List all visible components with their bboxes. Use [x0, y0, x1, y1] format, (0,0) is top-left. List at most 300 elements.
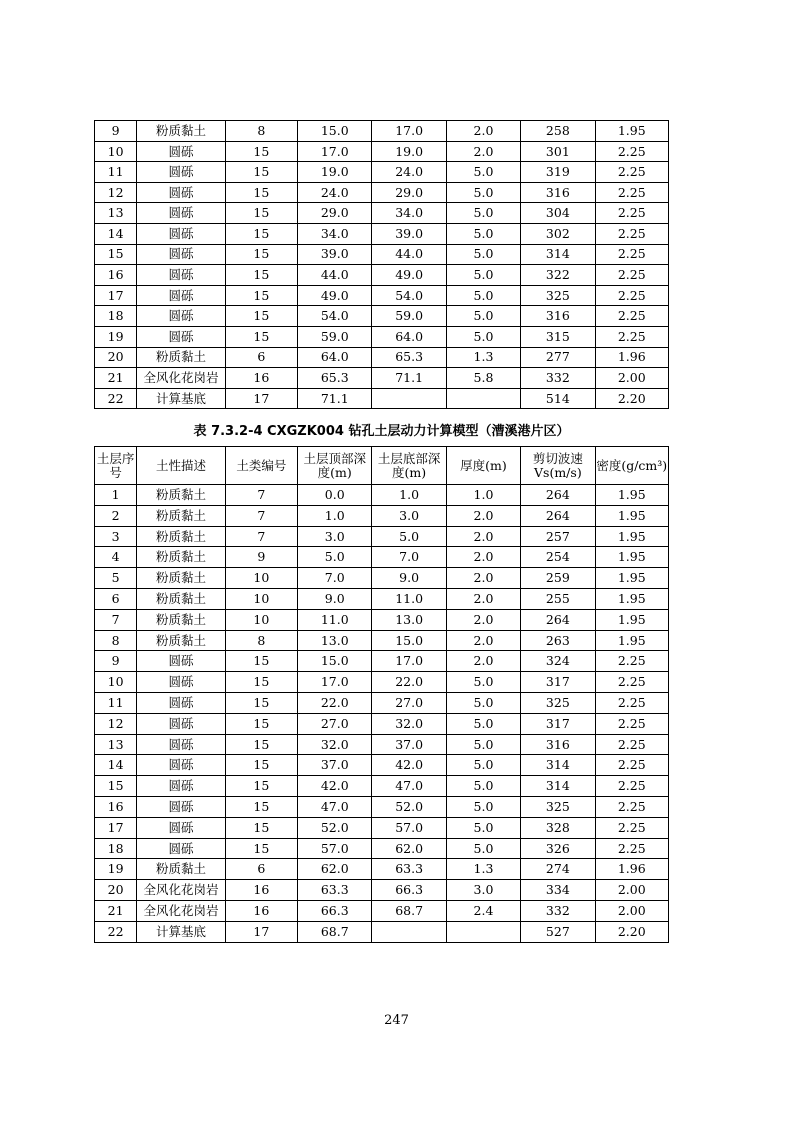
cell-soil-description: 全风化花岗岩	[137, 900, 225, 921]
cell-thickness	[446, 921, 520, 942]
cell-layer-no: 9	[95, 121, 137, 142]
cell-layer-no: 2	[95, 505, 137, 526]
cell-layer-no: 12	[95, 182, 137, 203]
cell-bottom-depth: 19.0	[372, 141, 446, 162]
cell-shear-wave-velocity: 315	[521, 326, 595, 347]
cell-top-depth: 59.0	[298, 326, 372, 347]
cell-bottom-depth	[372, 388, 446, 409]
table-row	[95, 859, 669, 880]
cell-layer-no: 21	[95, 368, 137, 389]
table-row	[95, 817, 669, 838]
cell-thickness: 5.0	[446, 326, 520, 347]
cell-layer-no: 22	[95, 388, 137, 409]
cell-shear-wave-velocity: 258	[521, 121, 595, 142]
cell-bottom-depth: 63.3	[372, 859, 446, 880]
cell-layer-no: 21	[95, 900, 137, 921]
table-row	[95, 223, 669, 244]
table-row	[95, 244, 669, 265]
cell-soil-type-code: 15	[225, 796, 297, 817]
cell-thickness: 2.0	[446, 651, 520, 672]
cell-shear-wave-velocity: 324	[521, 651, 595, 672]
cell-soil-description: 圆砾	[137, 838, 225, 859]
cell-thickness: 5.0	[446, 244, 520, 265]
cell-soil-type-code: 7	[225, 505, 297, 526]
cell-soil-description: 全风化花岗岩	[137, 880, 225, 901]
cell-top-depth: 9.0	[298, 588, 372, 609]
cell-soil-type-code: 16	[225, 900, 297, 921]
cell-shear-wave-velocity: 264	[521, 505, 595, 526]
cell-layer-no: 4	[95, 547, 137, 568]
cell-bottom-depth: 62.0	[372, 838, 446, 859]
cell-top-depth: 42.0	[298, 776, 372, 797]
cell-soil-type-code: 16	[225, 880, 297, 901]
table-row	[95, 734, 669, 755]
cell-density: 2.25	[595, 141, 668, 162]
cell-bottom-depth: 65.3	[372, 347, 446, 368]
cell-layer-no: 13	[95, 734, 137, 755]
cell-soil-type-code: 8	[225, 121, 297, 142]
table-caption: 表 7.3.2-4 CXGZK004 钻孔土层动力计算模型（漕溪港片区）	[193, 424, 570, 439]
cell-layer-no: 20	[95, 880, 137, 901]
cell-top-depth: 19.0	[298, 162, 372, 183]
cell-soil-type-code: 15	[225, 244, 297, 265]
header-thickness: 厚度(m)	[446, 447, 520, 485]
cell-bottom-depth: 5.0	[372, 526, 446, 547]
cell-top-depth: 68.7	[298, 921, 372, 942]
cell-soil-description: 粉质黏土	[137, 630, 225, 651]
cell-soil-description: 粉质黏土	[137, 859, 225, 880]
cell-soil-type-code: 15	[225, 692, 297, 713]
header-layer-no: 土层序号	[95, 447, 137, 485]
cell-density: 1.95	[595, 505, 668, 526]
cell-top-depth: 0.0	[298, 485, 372, 506]
cell-soil-type-code: 6	[225, 859, 297, 880]
cell-shear-wave-velocity: 316	[521, 734, 595, 755]
cell-soil-description: 圆砾	[137, 734, 225, 755]
cell-thickness: 5.0	[446, 265, 520, 286]
cell-soil-description: 圆砾	[137, 817, 225, 838]
cell-soil-description: 计算基底	[137, 388, 225, 409]
cell-shear-wave-velocity: 304	[521, 203, 595, 224]
table-row	[95, 326, 669, 347]
cell-density: 2.25	[595, 285, 668, 306]
cell-bottom-depth: 68.7	[372, 900, 446, 921]
cell-soil-type-code: 15	[225, 776, 297, 797]
table-row	[95, 609, 669, 630]
cell-thickness: 2.0	[446, 588, 520, 609]
cell-layer-no: 5	[95, 568, 137, 589]
cell-layer-no: 16	[95, 265, 137, 286]
cell-top-depth: 7.0	[298, 568, 372, 589]
cell-density: 1.95	[595, 588, 668, 609]
cell-soil-description: 粉质黏土	[137, 588, 225, 609]
cell-layer-no: 13	[95, 203, 137, 224]
cell-shear-wave-velocity: 264	[521, 609, 595, 630]
cell-soil-type-code: 16	[225, 368, 297, 389]
cell-bottom-depth: 37.0	[372, 734, 446, 755]
cell-shear-wave-velocity: 314	[521, 755, 595, 776]
table-row	[95, 796, 669, 817]
cell-layer-no: 15	[95, 776, 137, 797]
cell-density: 1.95	[595, 630, 668, 651]
cell-density: 2.25	[595, 265, 668, 286]
cell-top-depth: 71.1	[298, 388, 372, 409]
cell-soil-description: 粉质黏土	[137, 347, 225, 368]
cell-soil-type-code: 10	[225, 568, 297, 589]
cell-shear-wave-velocity: 527	[521, 921, 595, 942]
cell-soil-description: 圆砾	[137, 244, 225, 265]
cell-bottom-depth: 32.0	[372, 713, 446, 734]
cell-bottom-depth: 17.0	[372, 121, 446, 142]
cell-soil-description: 粉质黏土	[137, 526, 225, 547]
cell-soil-description: 圆砾	[137, 326, 225, 347]
cell-soil-type-code: 15	[225, 223, 297, 244]
cell-top-depth: 1.0	[298, 505, 372, 526]
page-number: 247	[384, 1013, 409, 1028]
cell-soil-description: 圆砾	[137, 265, 225, 286]
table-row	[95, 388, 669, 409]
cell-soil-type-code: 8	[225, 630, 297, 651]
cell-density: 2.20	[595, 921, 668, 942]
table-row	[95, 121, 669, 142]
cell-soil-type-code: 15	[225, 817, 297, 838]
cell-soil-description: 圆砾	[137, 223, 225, 244]
cell-thickness: 5.0	[446, 672, 520, 693]
cell-layer-no: 20	[95, 347, 137, 368]
table-row	[95, 776, 669, 797]
cell-soil-description: 全风化花岗岩	[137, 368, 225, 389]
cell-thickness: 3.0	[446, 880, 520, 901]
cell-thickness: 1.3	[446, 347, 520, 368]
cell-shear-wave-velocity: 317	[521, 672, 595, 693]
cell-bottom-depth: 52.0	[372, 796, 446, 817]
cell-density: 2.25	[595, 223, 668, 244]
cell-thickness: 5.0	[446, 692, 520, 713]
cell-bottom-depth: 29.0	[372, 182, 446, 203]
cell-layer-no: 11	[95, 692, 137, 713]
cell-top-depth: 13.0	[298, 630, 372, 651]
cell-soil-type-code: 15	[225, 285, 297, 306]
cell-top-depth: 62.0	[298, 859, 372, 880]
cell-shear-wave-velocity: 274	[521, 859, 595, 880]
cell-density: 2.00	[595, 900, 668, 921]
header-density: 密度(g/cm³)	[595, 447, 668, 485]
cell-thickness: 5.0	[446, 838, 520, 859]
table-row	[95, 526, 669, 547]
cell-soil-type-code: 15	[225, 838, 297, 859]
cell-bottom-depth: 13.0	[372, 609, 446, 630]
cell-thickness: 5.0	[446, 203, 520, 224]
cell-top-depth: 34.0	[298, 223, 372, 244]
cell-top-depth: 63.3	[298, 880, 372, 901]
cell-soil-type-code: 15	[225, 203, 297, 224]
table-row	[95, 347, 669, 368]
table-row	[95, 162, 669, 183]
cell-density: 2.25	[595, 651, 668, 672]
cell-soil-description: 圆砾	[137, 203, 225, 224]
cell-soil-description: 粉质黏土	[137, 485, 225, 506]
table-row	[95, 306, 669, 327]
table-row	[95, 900, 669, 921]
cell-density: 1.95	[595, 568, 668, 589]
cell-shear-wave-velocity: 301	[521, 141, 595, 162]
table-row	[95, 141, 669, 162]
table-row	[95, 838, 669, 859]
cell-thickness	[446, 388, 520, 409]
cell-density: 1.95	[595, 547, 668, 568]
cell-soil-description: 圆砾	[137, 162, 225, 183]
cell-top-depth: 44.0	[298, 265, 372, 286]
cell-density: 2.25	[595, 326, 668, 347]
cell-density: 2.25	[595, 306, 668, 327]
cell-thickness: 5.0	[446, 796, 520, 817]
cell-density: 2.25	[595, 755, 668, 776]
cell-shear-wave-velocity: 263	[521, 630, 595, 651]
cell-layer-no: 1	[95, 485, 137, 506]
cell-thickness: 1.3	[446, 859, 520, 880]
cell-shear-wave-velocity: 514	[521, 388, 595, 409]
cell-shear-wave-velocity: 325	[521, 692, 595, 713]
header-top-depth: 土层顶部深度(m)	[298, 447, 372, 485]
cell-soil-type-code: 15	[225, 326, 297, 347]
cell-layer-no: 6	[95, 588, 137, 609]
cell-bottom-depth: 11.0	[372, 588, 446, 609]
cell-thickness: 5.0	[446, 162, 520, 183]
cell-soil-type-code: 15	[225, 651, 297, 672]
cell-soil-description: 粉质黏土	[137, 505, 225, 526]
table-row	[95, 630, 669, 651]
cell-top-depth: 24.0	[298, 182, 372, 203]
cell-thickness: 2.0	[446, 141, 520, 162]
table-row	[95, 568, 669, 589]
cell-density: 2.20	[595, 388, 668, 409]
cell-bottom-depth: 64.0	[372, 326, 446, 347]
cell-density: 2.25	[595, 713, 668, 734]
cell-thickness: 5.0	[446, 182, 520, 203]
cell-top-depth: 64.0	[298, 347, 372, 368]
cell-soil-description: 粉质黏土	[137, 609, 225, 630]
cell-bottom-depth: 54.0	[372, 285, 446, 306]
cell-top-depth: 47.0	[298, 796, 372, 817]
cell-shear-wave-velocity: 254	[521, 547, 595, 568]
cell-top-depth: 27.0	[298, 713, 372, 734]
cell-thickness: 2.0	[446, 609, 520, 630]
cell-shear-wave-velocity: 317	[521, 713, 595, 734]
cell-top-depth: 17.0	[298, 141, 372, 162]
cell-top-depth: 32.0	[298, 734, 372, 755]
cell-soil-type-code: 6	[225, 347, 297, 368]
cell-shear-wave-velocity: 326	[521, 838, 595, 859]
cell-thickness: 2.0	[446, 547, 520, 568]
cell-shear-wave-velocity: 314	[521, 244, 595, 265]
cell-top-depth: 29.0	[298, 203, 372, 224]
cell-density: 2.25	[595, 244, 668, 265]
cell-thickness: 2.0	[446, 505, 520, 526]
cell-thickness: 5.8	[446, 368, 520, 389]
cell-layer-no: 19	[95, 326, 137, 347]
cell-bottom-depth: 59.0	[372, 306, 446, 327]
cell-bottom-depth: 15.0	[372, 630, 446, 651]
cell-shear-wave-velocity: 325	[521, 285, 595, 306]
cell-bottom-depth: 44.0	[372, 244, 446, 265]
cell-density: 1.95	[595, 609, 668, 630]
cell-bottom-depth	[372, 921, 446, 942]
cell-density: 1.95	[595, 526, 668, 547]
cell-bottom-depth: 7.0	[372, 547, 446, 568]
cell-shear-wave-velocity: 319	[521, 162, 595, 183]
cell-density: 2.00	[595, 368, 668, 389]
table-row	[95, 672, 669, 693]
cell-soil-description: 圆砾	[137, 141, 225, 162]
cell-layer-no: 14	[95, 223, 137, 244]
cell-layer-no: 8	[95, 630, 137, 651]
cell-soil-type-code: 15	[225, 141, 297, 162]
cell-shear-wave-velocity: 316	[521, 182, 595, 203]
cell-layer-no: 3	[95, 526, 137, 547]
table-row	[95, 505, 669, 526]
cell-top-depth: 52.0	[298, 817, 372, 838]
cell-soil-description: 圆砾	[137, 776, 225, 797]
cell-thickness: 5.0	[446, 755, 520, 776]
cell-soil-description: 圆砾	[137, 306, 225, 327]
table-row	[95, 651, 669, 672]
cell-soil-type-code: 9	[225, 547, 297, 568]
table-row	[95, 692, 669, 713]
cell-bottom-depth: 47.0	[372, 776, 446, 797]
cell-soil-description: 粉质黏土	[137, 568, 225, 589]
cell-top-depth: 3.0	[298, 526, 372, 547]
cell-top-depth: 22.0	[298, 692, 372, 713]
cell-density: 2.25	[595, 692, 668, 713]
table-row	[95, 485, 669, 506]
cell-soil-description: 粉质黏土	[137, 121, 225, 142]
cell-shear-wave-velocity: 325	[521, 796, 595, 817]
cell-bottom-depth: 34.0	[372, 203, 446, 224]
cell-bottom-depth: 39.0	[372, 223, 446, 244]
cell-thickness: 5.0	[446, 734, 520, 755]
cell-soil-type-code: 17	[225, 388, 297, 409]
cell-top-depth: 15.0	[298, 121, 372, 142]
cell-shear-wave-velocity: 277	[521, 347, 595, 368]
cell-soil-description: 圆砾	[137, 182, 225, 203]
cell-top-depth: 37.0	[298, 755, 372, 776]
cell-soil-type-code: 7	[225, 526, 297, 547]
cell-top-depth: 39.0	[298, 244, 372, 265]
cell-soil-type-code: 15	[225, 265, 297, 286]
cell-density: 2.25	[595, 672, 668, 693]
cell-layer-no: 17	[95, 817, 137, 838]
cell-density: 2.25	[595, 838, 668, 859]
table-row	[95, 588, 669, 609]
cell-soil-description: 圆砾	[137, 692, 225, 713]
cell-layer-no: 12	[95, 713, 137, 734]
soil-layer-table-continued	[94, 120, 669, 409]
cell-thickness: 1.0	[446, 485, 520, 506]
header-soil-description: 土性描述	[137, 447, 225, 485]
cell-soil-description: 圆砾	[137, 651, 225, 672]
cell-soil-type-code: 15	[225, 755, 297, 776]
cell-thickness: 5.0	[446, 285, 520, 306]
cell-bottom-depth: 3.0	[372, 505, 446, 526]
cell-layer-no: 18	[95, 838, 137, 859]
cell-soil-type-code: 15	[225, 713, 297, 734]
cell-bottom-depth: 66.3	[372, 880, 446, 901]
cell-bottom-depth: 1.0	[372, 485, 446, 506]
cell-soil-type-code: 15	[225, 734, 297, 755]
cell-layer-no: 14	[95, 755, 137, 776]
cell-bottom-depth: 49.0	[372, 265, 446, 286]
cell-thickness: 5.0	[446, 817, 520, 838]
cell-bottom-depth: 22.0	[372, 672, 446, 693]
table-row	[95, 203, 669, 224]
cell-bottom-depth: 24.0	[372, 162, 446, 183]
cell-bottom-depth: 9.0	[372, 568, 446, 589]
cell-bottom-depth: 57.0	[372, 817, 446, 838]
cell-density: 1.96	[595, 859, 668, 880]
cell-density: 2.25	[595, 162, 668, 183]
cell-layer-no: 15	[95, 244, 137, 265]
cell-shear-wave-velocity: 255	[521, 588, 595, 609]
cell-soil-description: 计算基底	[137, 921, 225, 942]
cell-layer-no: 22	[95, 921, 137, 942]
cell-shear-wave-velocity: 328	[521, 817, 595, 838]
cell-top-depth: 49.0	[298, 285, 372, 306]
soil-layer-table-cxgzk004	[94, 446, 669, 943]
cell-thickness: 2.0	[446, 526, 520, 547]
cell-soil-type-code: 15	[225, 306, 297, 327]
cell-bottom-depth: 71.1	[372, 368, 446, 389]
table-row	[95, 265, 669, 286]
cell-top-depth: 65.3	[298, 368, 372, 389]
table-row	[95, 921, 669, 942]
cell-shear-wave-velocity: 302	[521, 223, 595, 244]
cell-thickness: 2.0	[446, 568, 520, 589]
cell-density: 1.95	[595, 485, 668, 506]
cell-density: 2.25	[595, 796, 668, 817]
header-bottom-depth: 土层底部深度(m)	[372, 447, 446, 485]
cell-layer-no: 9	[95, 651, 137, 672]
cell-soil-description: 圆砾	[137, 713, 225, 734]
cell-layer-no: 19	[95, 859, 137, 880]
cell-soil-type-code: 10	[225, 588, 297, 609]
cell-soil-type-code: 15	[225, 162, 297, 183]
table-row	[95, 880, 669, 901]
cell-thickness: 5.0	[446, 776, 520, 797]
cell-density: 2.25	[595, 182, 668, 203]
cell-top-depth: 15.0	[298, 651, 372, 672]
cell-soil-description: 圆砾	[137, 796, 225, 817]
cell-top-depth: 17.0	[298, 672, 372, 693]
cell-thickness: 2.4	[446, 900, 520, 921]
cell-density: 2.25	[595, 203, 668, 224]
cell-soil-description: 圆砾	[137, 285, 225, 306]
cell-density: 1.96	[595, 347, 668, 368]
cell-density: 2.25	[595, 776, 668, 797]
cell-layer-no: 18	[95, 306, 137, 327]
cell-layer-no: 10	[95, 672, 137, 693]
cell-shear-wave-velocity: 264	[521, 485, 595, 506]
cell-bottom-depth: 27.0	[372, 692, 446, 713]
cell-layer-no: 17	[95, 285, 137, 306]
cell-density: 1.95	[595, 121, 668, 142]
cell-top-depth: 66.3	[298, 900, 372, 921]
table-row	[95, 755, 669, 776]
table-row	[95, 368, 669, 389]
cell-top-depth: 57.0	[298, 838, 372, 859]
cell-bottom-depth: 42.0	[372, 755, 446, 776]
header-soil-type-code: 土类编号	[225, 447, 297, 485]
cell-bottom-depth: 17.0	[372, 651, 446, 672]
